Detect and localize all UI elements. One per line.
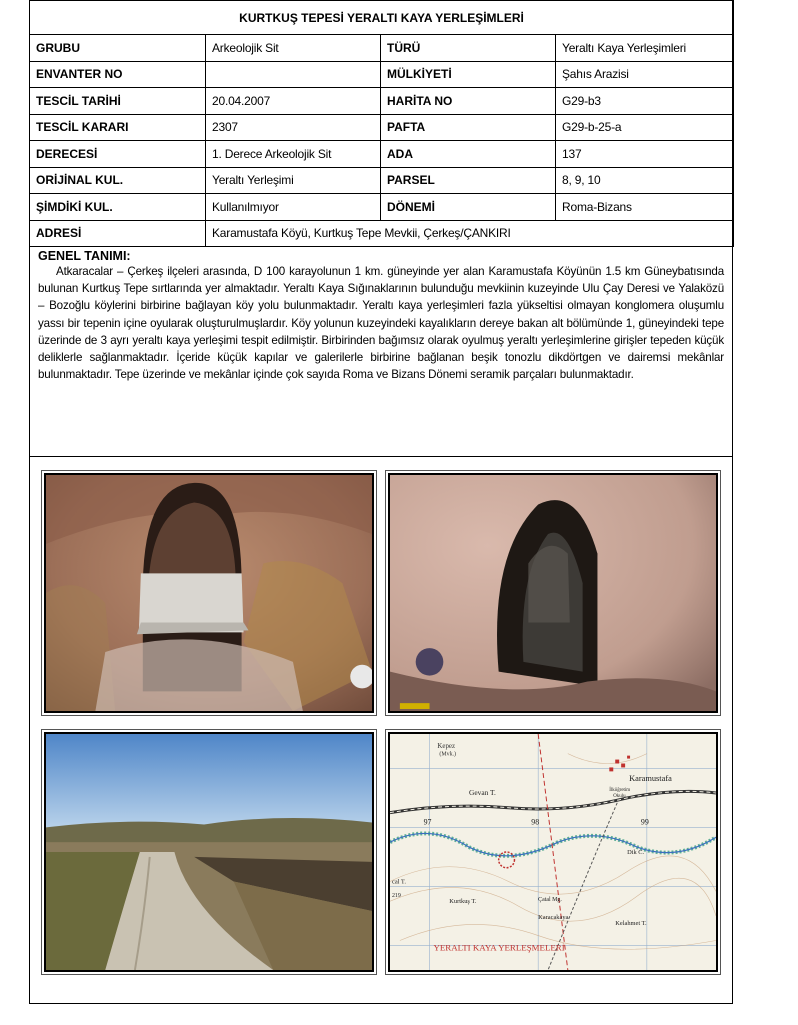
map-label-karacakaya: Karacakaya <box>538 913 569 921</box>
field-value: 1. Derece Arkeolojik Sit <box>206 141 381 168</box>
field-label: ORİJİNAL KUL. <box>30 167 206 194</box>
table-row <box>30 114 734 141</box>
description-text: Atkaracalar – Çerkeş ilçeleri arasında, D 100 karayolunun 1 km. güneyinde yer alan Karamustafa Köyünün 1.5 km Güneybatısında bulunan Kurtkuş Tepe sırtlarında yer almaktadır. Yeraltı Kaya Sığınaklarının bulunduğu mevkiinin kuzeyinde Ulu Çay Deresi ve Yalaközü – Bozoğlu köylerini birbirine bağlayan köy yolu bulunmaktadır. Yeraltı kaya yerleşimleri fazla yükseltisi olmayan konglomera oluşumlu yassı bir tepenin içine oyularak oluşturulmuşlardır. Köy yolunun kuzeyindeki kayalıkların dereye bakan alt bölümünde 1, güneyindeki tepe üzerinde de 3 ayrı yeraltı kaya yerleşimi tespit edilmiştir. Birbirinden bağımsız olarak oyulmuş yeraltı yerleşimlerine girişler tepeden küçük deliklerle sağlanmaktadır. İçeride küçük kapılar ve galerilerle birbirine bağlanan beşik tonozlu dikdörtgen ve dairemsi mekânlar bulunmaktadır. Tepe üzerinde ve mekânlar içinde çok sayıda Roma ve Bizans Dönemi seramik parçaları bulunmaktadır. <box>38 265 724 382</box>
landscape-photo <box>44 732 374 972</box>
description-section <box>29 246 733 457</box>
map-label-kelahmet: Kelahmet T. <box>615 919 647 927</box>
map-label-catal: Çatal Mg. <box>538 897 562 904</box>
map-label-okulu: Okulu <box>613 793 626 799</box>
table-row <box>30 141 734 168</box>
field-label: DERECESİ <box>30 141 206 168</box>
map-label-dik: Dik C. <box>627 848 645 856</box>
cave-photo-2 <box>388 473 718 713</box>
field-label: ENVANTER NO <box>30 61 206 88</box>
map-label-ilkogretim: İlköğretim <box>609 788 631 794</box>
map-grid-99: 99 <box>640 817 649 827</box>
map-label-kurtkus: Kurtkuş T. <box>449 898 477 906</box>
map-label-cata: cal T. <box>391 878 406 886</box>
field-value: Kullanılmıyor <box>206 194 381 221</box>
field-value: 2307 <box>206 114 381 141</box>
address-label: ADRESİ <box>30 220 206 247</box>
map-caption: YERALTI KAYA YERLEŞMELERİ <box>433 942 565 953</box>
field-label: HARİTA NO <box>381 88 556 115</box>
address-value: Karamustafa Köyü, Kurtkuş Tepe Mevkii, Çerkeş/ÇANKIRI <box>206 220 734 247</box>
table-row <box>30 167 734 194</box>
map-grid-98: 98 <box>531 817 540 827</box>
field-label: MÜLKİYETİ <box>381 61 556 88</box>
field-label: DÖNEMİ <box>381 194 556 221</box>
description-heading: GENEL TANIMI: <box>38 249 131 263</box>
field-value: 8, 9, 10 <box>556 167 734 194</box>
field-label: TESCİL TARİHİ <box>30 88 206 115</box>
field-label: ŞİMDİKİ KUL. <box>30 194 206 221</box>
map-label-karamustafa: Karamustafa <box>629 774 672 784</box>
field-value: Şahıs Arazisi <box>556 61 734 88</box>
field-label: PARSEL <box>381 167 556 194</box>
map-label-kepez: Kepez <box>437 742 456 750</box>
table-row <box>30 88 734 115</box>
field-label: ADA <box>381 141 556 168</box>
map-grid-97: 97 <box>423 817 432 827</box>
map-label-gevan: Gevan T. <box>469 787 496 797</box>
field-label: TÜRÜ <box>381 35 556 62</box>
table-row <box>30 35 734 62</box>
map-label-kepez-sub: (Mvk.) <box>439 751 457 758</box>
topographic-map <box>388 732 718 972</box>
field-value: 137 <box>556 141 734 168</box>
field-value: 20.04.2007 <box>206 88 381 115</box>
field-value <box>206 61 381 88</box>
table-row <box>30 61 734 88</box>
info-table <box>29 0 734 247</box>
field-value: Roma-Bizans <box>556 194 734 221</box>
field-label: PAFTA <box>381 114 556 141</box>
page-title: KURTKUŞ TEPESİ YERALTI KAYA YERLEŞİMLERİ <box>30 1 734 35</box>
field-value: Yeraltı Kaya Yerleşimleri <box>556 35 734 62</box>
field-label: TESCİL KARARI <box>30 114 206 141</box>
field-value: Yeraltı Yerleşimi <box>206 167 381 194</box>
field-value: G29-b3 <box>556 88 734 115</box>
field-value: Arkeolojik Sit <box>206 35 381 62</box>
cave-photo-1 <box>44 473 374 713</box>
address-row <box>30 220 734 247</box>
field-value: G29-b-25-a <box>556 114 734 141</box>
table-row <box>30 194 734 221</box>
map-label-219: 219 <box>391 893 401 900</box>
field-label: GRUBU <box>30 35 206 62</box>
